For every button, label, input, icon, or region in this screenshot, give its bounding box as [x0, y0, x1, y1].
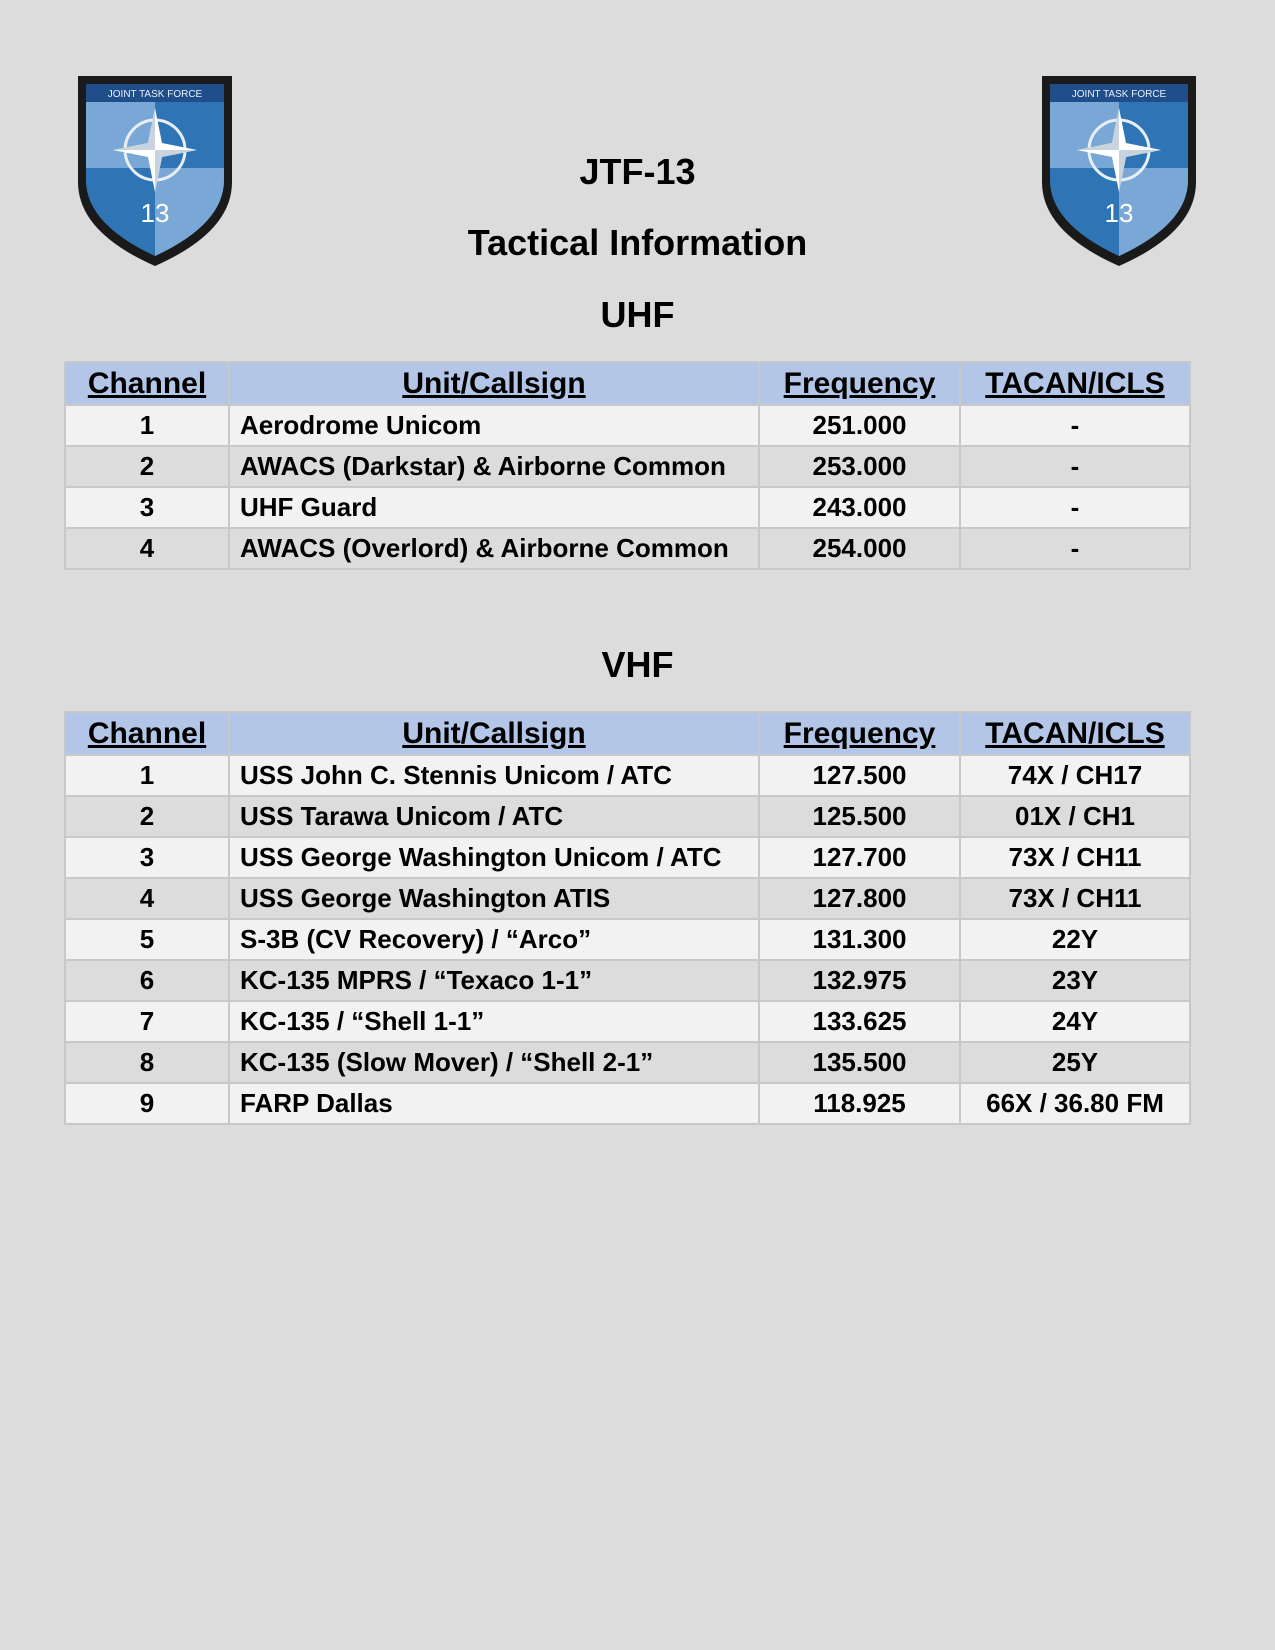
table-row: [65, 1042, 1190, 1083]
cell-unit: USS George Washington ATIS: [229, 878, 759, 919]
cell-frequency: 132.975: [759, 960, 960, 1001]
table-row: [65, 755, 1190, 796]
cell-tacan: 24Y: [960, 1001, 1190, 1042]
col-header-tacan: TACAN/ICLS: [960, 362, 1190, 405]
cell-tacan: -: [960, 405, 1190, 446]
col-header-channel: Channel: [65, 362, 229, 405]
cell-channel: 7: [65, 1001, 229, 1042]
cell-channel: 3: [65, 487, 229, 528]
cell-channel: 3: [65, 837, 229, 878]
vhf-heading: VHF: [601, 644, 674, 685]
table-row: [65, 1001, 1190, 1042]
col-header-frequency: Frequency: [759, 712, 960, 755]
cell-unit: UHF Guard: [229, 487, 759, 528]
cell-frequency: 127.800: [759, 878, 960, 919]
cell-channel: 8: [65, 1042, 229, 1083]
cell-frequency: 118.925: [759, 1083, 960, 1124]
cell-channel: 4: [65, 878, 229, 919]
cell-tacan: 22Y: [960, 919, 1190, 960]
cell-unit: KC-135 / “Shell 1-1”: [229, 1001, 759, 1042]
table-row: [65, 919, 1190, 960]
col-header-frequency: Frequency: [759, 362, 960, 405]
cell-channel: 4: [65, 528, 229, 569]
col-header-tacan: TACAN/ICLS: [960, 712, 1190, 755]
col-header-channel: Channel: [65, 712, 229, 755]
cell-channel: 9: [65, 1083, 229, 1124]
cell-frequency: 127.500: [759, 755, 960, 796]
table-row: [65, 528, 1190, 569]
table-row: [65, 960, 1190, 1001]
cell-frequency: 127.700: [759, 837, 960, 878]
cell-tacan: 74X / CH17: [960, 755, 1190, 796]
col-header-unit: Unit/Callsign: [229, 712, 759, 755]
table-header-row: [65, 712, 1190, 755]
table-row: [65, 837, 1190, 878]
cell-tacan: 25Y: [960, 1042, 1190, 1083]
page-title: JTF-13: [579, 151, 696, 192]
cell-channel: 1: [65, 755, 229, 796]
cell-tacan: 73X / CH11: [960, 878, 1190, 919]
table-row: [65, 487, 1190, 528]
cell-tacan: 01X / CH1: [960, 796, 1190, 837]
cell-tacan: -: [960, 446, 1190, 487]
cell-unit: USS John C. Stennis Unicom / ATC: [229, 755, 759, 796]
svg-text:JOINT TASK FORCE: JOINT TASK FORCE: [107, 89, 203, 100]
vhf-rows: [65, 755, 1190, 1124]
cell-tacan: 23Y: [960, 960, 1190, 1001]
cell-unit: USS George Washington Unicom / ATC: [229, 837, 759, 878]
cell-unit: AWACS (Overlord) & Airborne Common: [229, 528, 759, 569]
table-header-row: [65, 362, 1190, 405]
cell-channel: 2: [65, 446, 229, 487]
cell-unit: KC-135 MPRS / “Texaco 1-1”: [229, 960, 759, 1001]
cell-unit: USS Tarawa Unicom / ATC: [229, 796, 759, 837]
uhf-heading: UHF: [600, 294, 675, 335]
cell-frequency: 253.000: [759, 446, 960, 487]
svg-text:JOINT TASK FORCE: JOINT TASK FORCE: [1071, 89, 1167, 100]
table-row: [65, 1083, 1190, 1124]
cell-unit: FARP Dallas: [229, 1083, 759, 1124]
cell-channel: 5: [65, 919, 229, 960]
table-row: [65, 446, 1190, 487]
table-row: [65, 796, 1190, 837]
cell-tacan: 73X / CH11: [960, 837, 1190, 878]
svg-text:13: 13: [1104, 198, 1134, 228]
table-row: [65, 878, 1190, 919]
table-row: [65, 405, 1190, 446]
vhf-table: [64, 711, 1191, 1125]
cell-tacan: -: [960, 528, 1190, 569]
cell-tacan: -: [960, 487, 1190, 528]
cell-unit: S-3B (CV Recovery) / “Arco”: [229, 919, 759, 960]
uhf-table: [64, 361, 1191, 570]
cell-frequency: 243.000: [759, 487, 960, 528]
col-header-unit: Unit/Callsign: [229, 362, 759, 405]
cell-frequency: 251.000: [759, 405, 960, 446]
svg-text:13: 13: [140, 198, 170, 228]
cell-unit: AWACS (Darkstar) & Airborne Common: [229, 446, 759, 487]
cell-frequency: 254.000: [759, 528, 960, 569]
cell-frequency: 131.300: [759, 919, 960, 960]
cell-frequency: 135.500: [759, 1042, 960, 1083]
cell-frequency: 133.625: [759, 1001, 960, 1042]
cell-unit: KC-135 (Slow Mover) / “Shell 2-1”: [229, 1042, 759, 1083]
cell-channel: 2: [65, 796, 229, 837]
cell-tacan: 66X / 36.80 FM: [960, 1083, 1190, 1124]
uhf-rows: [65, 405, 1190, 569]
page-subtitle: Tactical Information: [467, 222, 808, 263]
cell-frequency: 125.500: [759, 796, 960, 837]
cell-channel: 1: [65, 405, 229, 446]
cell-channel: 6: [65, 960, 229, 1001]
cell-unit: Aerodrome Unicom: [229, 405, 759, 446]
